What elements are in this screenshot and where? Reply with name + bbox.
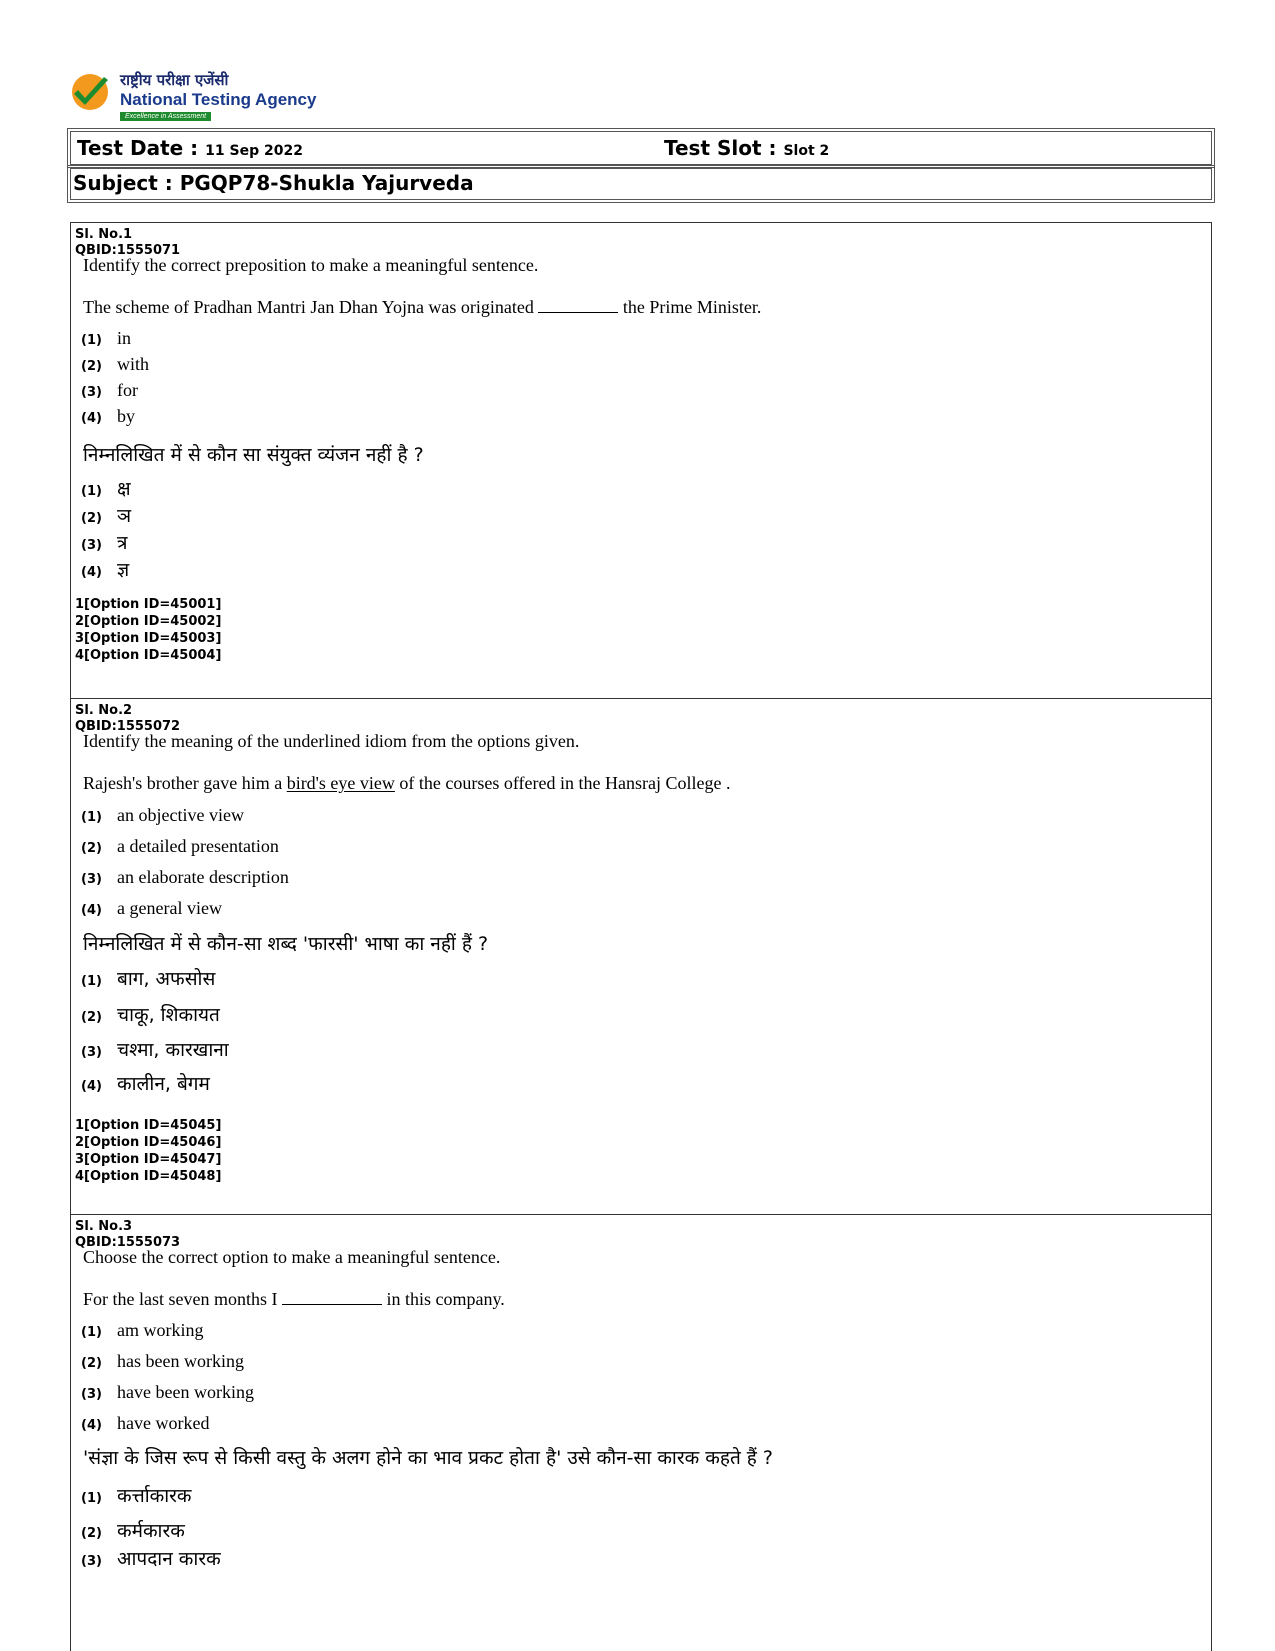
hindi-option-2: (2) कर्मकारक — [81, 1520, 185, 1542]
option-4: (4) have worked — [81, 1413, 210, 1433]
qbid: QBID:1555073 — [75, 1235, 181, 1250]
test-date: Test Date : 11 Sep 2022 — [77, 136, 303, 160]
hindi-option-1: (1) बाग, अफसोस — [81, 968, 216, 990]
option-1: (1) am working — [81, 1320, 204, 1340]
qbid: QBID:1555071 — [75, 243, 181, 258]
hindi-question: 'संज्ञा के जिस रूप से किसी वस्तु के अलग होने का भाव प्रकट होता है' उसे कौन-सा कारक कहते हैं ? — [83, 1447, 774, 1469]
option-3: (3) have been working — [81, 1382, 254, 1402]
hindi-option-3: (3) आपदान कारक — [81, 1548, 221, 1570]
answer-blank — [282, 1290, 382, 1305]
test-date-value: 11 Sep 2022 — [205, 143, 303, 159]
hindi-option-3: (3) चश्मा, कारखाना — [81, 1039, 229, 1061]
subject-bar — [70, 168, 1212, 200]
logo-hindi-text: राष्ट्रीय परीक्षा एजेंसी — [120, 71, 229, 89]
question-sentence: Rajesh's brother gave him a bird's eye view of the courses offered in the Hansraj College . — [83, 773, 731, 793]
option-2: (2) has been working — [81, 1351, 244, 1371]
hindi-option-3: (3) त्र — [81, 532, 128, 554]
qbid: QBID:1555072 — [75, 719, 181, 734]
question-block-1 — [70, 222, 1212, 698]
serial-number: Sl. No.1 — [75, 227, 133, 242]
checkmark-logo-icon — [70, 72, 110, 112]
option-3: (3) for — [81, 380, 138, 400]
hindi-question: निम्नलिखित में से कौन-सा शब्द 'फारसी' भाषा का नहीं हैं ? — [83, 933, 489, 955]
question-sentence: The scheme of Pradhan Mantri Jan Dhan Yojna was originated the Prime Minister. — [83, 297, 762, 317]
option-4: (4) by — [81, 406, 135, 426]
hindi-option-2: (2) ञ — [81, 505, 132, 527]
subject-title: Subject : PGQP78-Shukla Yajurveda — [73, 171, 474, 195]
option-2: (2) with — [81, 354, 150, 374]
underlined-idiom: bird's eye view — [286, 773, 395, 793]
hindi-option-4: (4) कालीन, बेगम — [81, 1073, 210, 1095]
test-slot-value: Slot 2 — [783, 143, 830, 159]
question-block-2 — [70, 698, 1212, 1214]
hindi-option-4: (4) ज्ञ — [81, 559, 130, 581]
option-4: (4) a general view — [81, 898, 222, 918]
nta-logo — [70, 70, 370, 120]
question-instruction: Identify the correct preposition to make a meaningful sentence. — [83, 255, 539, 275]
option-ids: 1[Option ID=45045] 2[Option ID=45046] 3[Option ID=45047] 4[Option ID=45048] — [75, 1118, 222, 1184]
hindi-option-1: (1) क्ष — [81, 478, 131, 500]
serial-number: Sl. No.2 — [75, 703, 133, 718]
hindi-option-2: (2) चाकू, शिकायत — [81, 1004, 220, 1026]
question-instruction: Identify the meaning of the underlined idiom from the options given. — [83, 731, 580, 751]
answer-blank — [538, 298, 618, 313]
option-3: (3) an elaborate description — [81, 867, 289, 887]
test-info-bar — [70, 131, 1212, 165]
question-sentence: For the last seven months I in this company. — [83, 1289, 505, 1309]
test-slot: Test Slot : Slot 2 — [664, 136, 830, 160]
logo-english-text: National Testing Agency — [120, 90, 317, 109]
hindi-option-1: (1) कर्त्ताकारक — [81, 1485, 192, 1507]
option-2: (2) a detailed presentation — [81, 836, 279, 856]
serial-number: Sl. No.3 — [75, 1219, 133, 1234]
option-1: (1) an objective view — [81, 805, 244, 825]
question-instruction: Choose the correct option to make a meaningful sentence. — [83, 1247, 501, 1267]
option-ids: 1[Option ID=45001] 2[Option ID=45002] 3[Option ID=45003] 4[Option ID=45004] — [75, 597, 222, 663]
question-block-3 — [70, 1214, 1212, 1651]
hindi-question: निम्नलिखित में से कौन सा संयुक्त व्यंजन नहीं है ? — [83, 444, 424, 466]
logo-tagline: Excellence in Assessment — [120, 112, 211, 121]
option-1: (1) in — [81, 328, 132, 348]
